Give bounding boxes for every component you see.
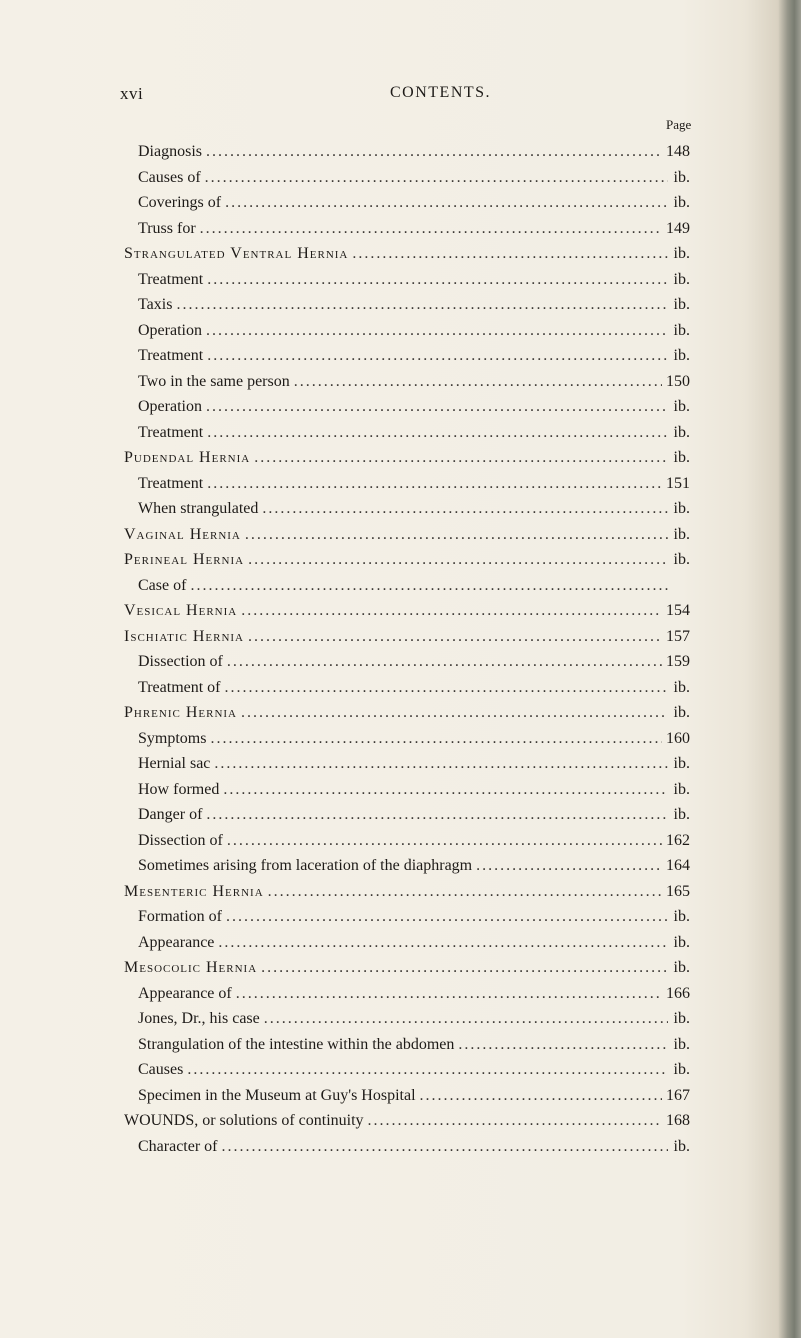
dot-leader — [236, 981, 662, 1007]
contents-entry — [124, 981, 690, 1007]
dot-leader — [176, 292, 668, 318]
dot-leader — [352, 241, 668, 267]
dot-leader — [218, 930, 668, 956]
dot-leader — [458, 1032, 668, 1058]
dot-leader — [227, 649, 662, 675]
dot-leader — [294, 369, 662, 395]
contents-entry — [124, 1032, 690, 1058]
dot-leader — [226, 904, 668, 930]
contents-entry — [124, 904, 690, 930]
entry-page: 160 — [666, 729, 690, 747]
entry-label: Appearance of — [138, 984, 232, 1002]
dot-leader — [254, 445, 668, 471]
dot-leader — [245, 522, 668, 548]
entry-page: ib. — [673, 959, 690, 976]
entry-label: Symptoms — [138, 729, 207, 747]
entry-label: Treatment — [138, 347, 204, 364]
entry-label: Vesical Hernia — [124, 602, 238, 619]
entry-label: Perineal Hernia — [124, 551, 245, 568]
contents-entry — [124, 190, 690, 216]
entry-page: 154 — [666, 602, 690, 619]
dot-leader — [225, 675, 668, 701]
entry-label: Treatment of — [138, 678, 221, 696]
entry-label: Truss for — [138, 219, 196, 237]
dot-leader — [206, 394, 668, 420]
dot-leader — [476, 853, 662, 879]
entry-label: Case of — [138, 576, 187, 594]
entry-page: 157 — [666, 627, 690, 645]
dot-leader — [241, 700, 668, 726]
entry-label: Mesenteric Hernia — [124, 882, 264, 900]
dot-leader — [248, 624, 662, 650]
entry-page: ib. — [673, 168, 690, 186]
contents-entry — [124, 955, 690, 981]
contents-entry — [124, 420, 690, 446]
contents-entry — [124, 522, 690, 548]
entry-label: Treatment — [138, 423, 204, 441]
contents-entry — [124, 292, 690, 318]
entry-page: ib. — [673, 933, 690, 951]
dot-leader — [210, 726, 662, 752]
entry-page: 167 — [666, 1086, 690, 1104]
entry-page: 166 — [666, 984, 690, 1002]
entry-page: ib. — [673, 908, 690, 925]
dot-leader — [187, 1057, 668, 1083]
entry-label: Mesocolic Hernia — [124, 959, 258, 976]
entry-page: 148 — [666, 143, 690, 160]
entry-page: ib. — [673, 1061, 690, 1078]
contents-entry — [124, 930, 690, 956]
dot-leader — [214, 751, 668, 777]
page-number: xvi — [120, 84, 144, 103]
page-column-label: Page — [666, 117, 692, 132]
dot-leader — [225, 190, 668, 216]
contents-entry — [124, 649, 690, 675]
contents-entry — [124, 318, 690, 344]
entry-page: ib. — [673, 321, 690, 339]
dot-leader — [227, 828, 662, 854]
contents-entry — [124, 726, 690, 752]
contents-entry — [124, 777, 690, 803]
entry-label: Diagnosis — [138, 143, 202, 160]
page-edge-shadow — [779, 0, 801, 1338]
entry-label: Operation — [138, 398, 202, 415]
dot-leader — [248, 547, 668, 573]
entry-page: ib. — [673, 194, 690, 211]
running-title: CONTENTS. — [390, 84, 492, 101]
entry-label: Coverings of — [138, 194, 222, 211]
entry-page: ib. — [673, 806, 690, 823]
contents-entry — [124, 624, 690, 650]
entry-label: Causes of — [138, 168, 201, 186]
dot-leader — [205, 165, 668, 191]
entry-label: Jones, Dr., his case — [138, 1010, 260, 1027]
entry-label: Treatment — [138, 474, 204, 492]
entry-label: Specimen in the Museum at Guy's Hospital — [138, 1086, 416, 1104]
entry-label: Danger of — [138, 806, 203, 823]
contents-entry — [124, 496, 690, 522]
entry-label: Vaginal Hernia — [124, 525, 241, 543]
dot-leader — [207, 267, 668, 293]
entry-page: ib. — [673, 270, 690, 288]
contents-entry — [124, 802, 690, 828]
entry-label: Appearance — [138, 933, 215, 951]
page-header — [120, 84, 680, 108]
dot-leader — [264, 1006, 668, 1032]
entry-label: Hernial sac — [138, 755, 211, 772]
entry-page: ib. — [673, 449, 690, 466]
contents-entry — [124, 700, 690, 726]
entry-label: Operation — [138, 321, 202, 339]
dot-leader — [207, 420, 668, 446]
entry-label: Treatment — [138, 270, 204, 288]
contents-entry — [124, 1006, 690, 1032]
entry-page: ib. — [673, 398, 690, 415]
dot-leader — [261, 955, 668, 981]
contents-entry — [124, 343, 690, 369]
entry-page: ib. — [673, 1137, 690, 1155]
contents-entry — [124, 675, 690, 701]
entry-page: ib. — [673, 525, 690, 543]
dot-leader — [268, 879, 662, 905]
contents-entry — [124, 471, 690, 497]
contents-entry — [124, 853, 690, 879]
entry-page: ib. — [673, 245, 690, 262]
contents-entry — [124, 1083, 690, 1109]
dot-leader — [200, 216, 662, 242]
entry-page: 162 — [666, 831, 690, 849]
entry-page: ib. — [673, 347, 690, 364]
entry-page: 149 — [666, 219, 690, 237]
entry-page: ib. — [673, 296, 690, 313]
entry-label: Dissection of — [138, 831, 223, 849]
contents-entry — [124, 751, 690, 777]
dot-leader — [207, 343, 668, 369]
entry-label: Taxis — [138, 296, 173, 313]
dot-leader — [223, 777, 668, 803]
entry-label: Ischiatic Hernia — [124, 627, 244, 645]
entry-page: ib. — [673, 780, 690, 798]
entry-page: 151 — [666, 474, 690, 492]
dot-leader — [241, 598, 662, 624]
entry-label: Causes — [138, 1061, 184, 1078]
entry-label: Dissection of — [138, 653, 223, 670]
entry-page: ib. — [673, 678, 690, 696]
entry-label: Two in the same person — [138, 372, 290, 390]
contents-entry — [124, 573, 690, 599]
dot-leader — [222, 1134, 668, 1160]
entry-label: Character of — [138, 1137, 218, 1155]
contents-entry — [124, 547, 690, 573]
contents-entry — [124, 1134, 690, 1160]
contents-entry — [124, 216, 690, 242]
entry-page: ib. — [673, 551, 690, 568]
contents-entry — [124, 139, 690, 165]
contents-entry — [124, 241, 690, 267]
dot-leader — [420, 1083, 662, 1109]
entry-page: ib. — [673, 423, 690, 441]
contents-entry — [124, 879, 690, 905]
contents-entry — [124, 598, 690, 624]
contents-entry — [124, 445, 690, 471]
entry-page: ib. — [673, 704, 690, 721]
contents-entry — [124, 1108, 690, 1134]
dot-leader — [206, 318, 668, 344]
dot-leader — [190, 573, 668, 599]
contents-entry — [124, 369, 690, 395]
entry-label: Phrenic Hernia — [124, 704, 238, 721]
entry-label: WOUNDS, or solutions of continuity — [124, 1112, 364, 1129]
contents-entry — [124, 394, 690, 420]
entry-page: ib. — [673, 1035, 690, 1053]
entry-page: 164 — [666, 857, 690, 874]
entry-label: Strangulated Ventral Hernia — [124, 245, 349, 262]
entry-page: 165 — [666, 882, 690, 900]
entry-label: How formed — [138, 780, 220, 798]
entry-page: ib. — [673, 1010, 690, 1027]
contents-entry — [124, 165, 690, 191]
dot-leader — [206, 802, 668, 828]
dot-leader — [368, 1108, 662, 1134]
entry-label: Strangulation of the intestine within the abdomen — [138, 1035, 455, 1053]
contents-entry — [124, 267, 690, 293]
entry-label: When strangulated — [138, 500, 259, 517]
entry-page: 150 — [666, 372, 690, 390]
entry-label: Formation of — [138, 908, 222, 925]
contents-list — [124, 139, 690, 1159]
contents-entry — [124, 1057, 690, 1083]
dot-leader — [206, 139, 662, 165]
entry-page: 159 — [666, 653, 690, 670]
entry-label: Sometimes arising from laceration of the diaphragm — [138, 857, 473, 874]
entry-page: 168 — [666, 1112, 690, 1129]
contents-entry — [124, 828, 690, 854]
entry-label: Pudendal Hernia — [124, 449, 251, 466]
dot-leader — [262, 496, 668, 522]
dot-leader — [207, 471, 662, 497]
entry-page: ib. — [673, 755, 690, 772]
entry-page: ib. — [673, 500, 690, 517]
